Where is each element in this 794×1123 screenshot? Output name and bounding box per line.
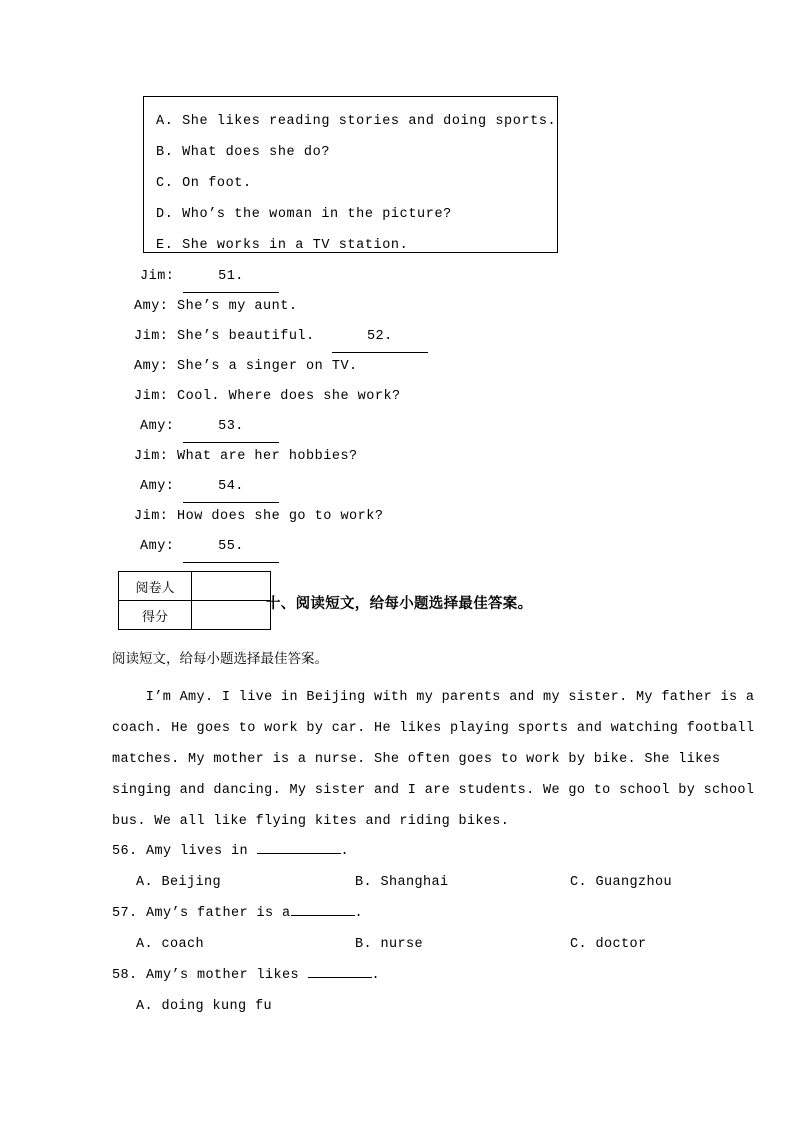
passage-line: matches. My mother is a nurse. She often goes to work by bike. She likes [112, 752, 721, 767]
question-stem-56 [112, 836, 732, 867]
option-b[interactable]: B. nurse [355, 937, 424, 952]
answer-options-box [143, 96, 558, 253]
question-blank-56[interactable] [257, 853, 341, 854]
question-stem-tail: . [340, 844, 350, 859]
option-item: D. Who’s the woman in the picture? [156, 207, 452, 222]
question-stem-text: 58. Amy’s mother likes [112, 968, 308, 983]
option-item: E. She works in a TV station. [156, 238, 409, 253]
section-heading: 十、阅读短文，给每小题选择最佳答案。 [266, 596, 533, 612]
question-blank-57[interactable] [291, 915, 355, 916]
score-value-cell[interactable] [192, 601, 271, 630]
grader-value-cell[interactable] [192, 572, 271, 601]
question-stem-57 [112, 898, 732, 929]
dialogue-line [110, 322, 710, 352]
dialogue-speaker: Amy: [134, 299, 169, 314]
dialogue-speaker: Jim: [140, 269, 175, 284]
question-blank-58[interactable] [308, 977, 372, 978]
dialogue-section [110, 262, 710, 562]
answer-blank-54[interactable]: 54. [183, 472, 279, 503]
grading-table [118, 571, 271, 630]
dialogue-text: How does she go to work? [177, 509, 384, 524]
passage-line: coach. He goes to work by car. He likes playing sports and watching football [112, 721, 755, 736]
dialogue-line [110, 352, 710, 382]
option-a[interactable]: A. doing kung fu [136, 999, 273, 1014]
option-b[interactable]: B. Shanghai [355, 875, 449, 890]
option-c[interactable]: C. doctor [570, 937, 647, 952]
dialogue-text: Cool. Where does she work? [177, 389, 401, 404]
question-stem-text: 56. Amy lives in [112, 844, 257, 859]
dialogue-line [110, 502, 710, 532]
dialogue-line [110, 262, 710, 292]
answer-blank-55[interactable]: 55. [183, 532, 279, 563]
question-stem-58 [112, 960, 732, 991]
reading-passage [112, 682, 755, 837]
dialogue-speaker: Amy: [140, 419, 175, 434]
section-instruction: 阅读短文，给每小题选择最佳答案。 [112, 651, 328, 666]
dialogue-line [110, 442, 710, 472]
dialogue-speaker: Amy: [140, 479, 175, 494]
option-a[interactable]: A. coach [136, 937, 205, 952]
dialogue-text: She’s a singer on TV. [177, 359, 358, 374]
dialogue-text: She’s beautiful. [177, 329, 315, 344]
dialogue-speaker: Jim: [134, 329, 169, 344]
dialogue-line [110, 532, 710, 562]
question-stem-text: 57. Amy’s father is a [112, 906, 291, 921]
option-item: A. She likes reading stories and doing sports. [156, 114, 557, 129]
questions-section [112, 836, 732, 1022]
option-item: C. On foot. [156, 176, 252, 191]
option-a[interactable]: A. Beijing [136, 875, 222, 890]
passage-line: singing and dancing. My sister and I are students. We go to school by school [112, 783, 755, 798]
option-item: B. What does she do? [156, 145, 331, 160]
dialogue-line [110, 382, 710, 412]
answer-blank-51[interactable]: 51. [183, 262, 279, 293]
dialogue-speaker: Jim: [134, 509, 169, 524]
dialogue-line [110, 292, 710, 322]
question-options-57 [112, 929, 732, 960]
score-label: 得分 [119, 601, 192, 630]
passage-line: I’m Amy. I live in Beijing with my parents and my sister. My father is a [112, 690, 755, 705]
dialogue-line [110, 412, 710, 442]
answer-blank-52[interactable]: 52. [332, 322, 428, 353]
dialogue-speaker: Amy: [134, 359, 169, 374]
answer-blank-53[interactable]: 53. [183, 412, 279, 443]
question-stem-tail: . [371, 968, 381, 983]
dialogue-speaker: Amy: [140, 539, 175, 554]
question-options-58 [112, 991, 732, 1022]
dialogue-line [110, 472, 710, 502]
question-options-56 [112, 867, 732, 898]
question-stem-tail: . [354, 906, 364, 921]
grader-label: 阅卷人 [119, 572, 192, 601]
option-c[interactable]: C. Guangzhou [570, 875, 673, 890]
dialogue-text: What are her hobbies? [177, 449, 358, 464]
dialogue-speaker: Jim: [134, 449, 169, 464]
dialogue-speaker: Jim: [134, 389, 169, 404]
passage-line: bus. We all like flying kites and riding bikes. [112, 814, 510, 829]
table-row [119, 601, 271, 630]
table-row [119, 572, 271, 601]
dialogue-text: She’s my aunt. [177, 299, 298, 314]
